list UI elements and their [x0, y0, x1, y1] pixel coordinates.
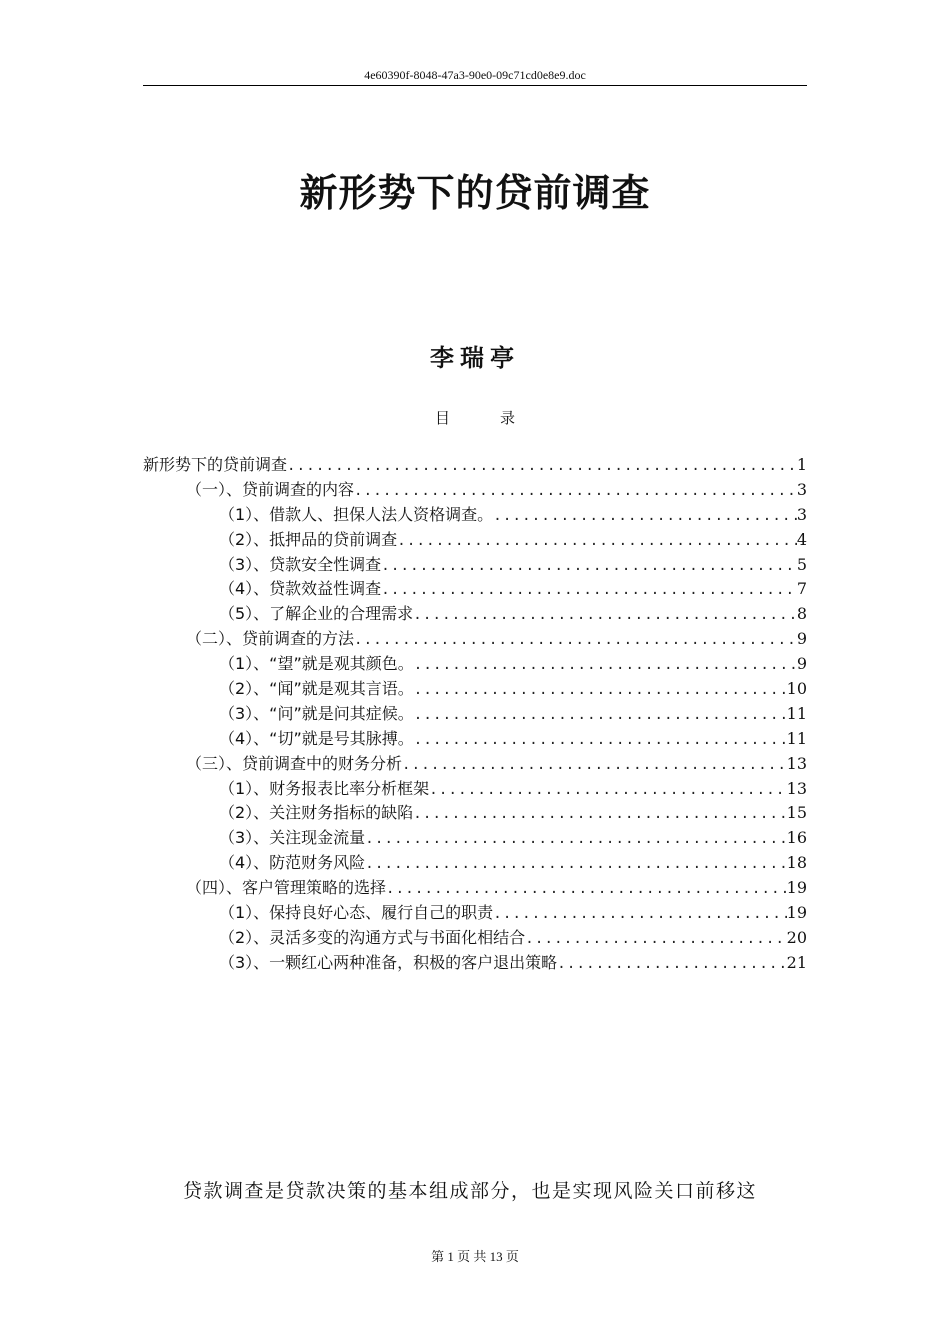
toc-entry-page: 4 — [796, 529, 807, 549]
toc-entry-label: （1）、“望”就是观其颜色。 — [219, 654, 414, 674]
toc-entry[interactable] — [143, 801, 807, 826]
toc-entry-label: （1）、保持良好心态、履行自己的职责 — [219, 903, 494, 923]
toc-entry[interactable] — [143, 627, 807, 652]
toc-entry[interactable] — [143, 951, 807, 976]
toc-entry[interactable] — [143, 777, 807, 802]
table-of-contents — [143, 453, 807, 976]
toc-entry[interactable] — [143, 503, 807, 528]
toc-entry-page: 11 — [786, 703, 807, 723]
toc-entry-page: 9 — [796, 629, 807, 649]
toc-entry-page: 9 — [796, 654, 807, 674]
toc-leader-dots — [413, 802, 786, 827]
toc-entry[interactable] — [143, 453, 807, 478]
toc-leader-dots — [525, 927, 786, 952]
toc-leader-dots — [402, 753, 787, 778]
toc-entry[interactable] — [143, 702, 807, 727]
document-author: 李瑞亭 — [430, 343, 520, 372]
toc-leader-dots — [413, 603, 797, 628]
toc-entry[interactable] — [143, 677, 807, 702]
toc-entry-label: （四）、客户管理策略的选择 — [186, 878, 387, 898]
toc-entry-page: 18 — [786, 853, 807, 873]
toc-leader-dots — [354, 479, 797, 504]
toc-entry-label: （3）、关注现金流量 — [219, 828, 366, 848]
toc-leader-dots — [493, 504, 797, 529]
toc-entry-page: 8 — [796, 604, 807, 624]
toc-entry-label: （二）、贷前调查的方法 — [186, 629, 355, 649]
toc-leader-dots — [381, 578, 797, 603]
toc-entry-label: （3）、一颗红心两种准备，积极的客户退出策略 — [219, 952, 558, 972]
toc-entry[interactable] — [143, 553, 807, 578]
toc-entry-page: 19 — [786, 878, 807, 898]
toc-entry-page: 13 — [786, 753, 807, 773]
toc-entry-label: （2）、灵活多变的沟通方式与书面化相结合 — [219, 927, 526, 947]
document-title: 新形势下的贷前调查 — [299, 171, 651, 215]
toc-entry-label: （三）、贷前调查中的财务分析 — [186, 753, 403, 773]
toc-entry-page: 16 — [786, 828, 807, 848]
footer-page-info: 第 1 页 共 13 页 — [431, 1249, 519, 1264]
toc-leader-dots — [414, 678, 787, 703]
toc-entry-label: （1）、借款人、担保人法人资格调查。 — [219, 504, 494, 524]
toc-leader-dots — [414, 728, 787, 753]
toc-entry-label: （5）、了解企业的合理需求 — [219, 604, 414, 624]
toc-entry[interactable] — [143, 652, 807, 677]
toc-entry-page: 7 — [796, 579, 807, 599]
toc-leader-dots — [557, 952, 786, 977]
toc-leader-dots — [414, 703, 787, 728]
toc-entry[interactable] — [143, 528, 807, 553]
toc-entry[interactable] — [143, 876, 807, 901]
toc-entry[interactable] — [143, 727, 807, 752]
toc-entry[interactable] — [143, 851, 807, 876]
toc-entry-label: （3）、贷款安全性调查 — [219, 554, 382, 574]
toc-leader-dots — [386, 877, 787, 902]
toc-entry-label: （1）、财务报表比率分析框架 — [219, 778, 430, 798]
toc-entry-label: （4）、防范财务风险 — [219, 853, 366, 873]
toc-entry-page: 21 — [786, 952, 807, 972]
toc-entry[interactable] — [143, 602, 807, 627]
toc-leader-dots — [354, 628, 797, 653]
toc-entry-label: 新形势下的贷前调查 — [143, 455, 288, 474]
toc-entry-label: （2）、抵押品的贷前调查 — [219, 529, 398, 549]
toc-entry-label: （3）、“问”就是问其症候。 — [219, 703, 414, 723]
toc-entry-label: （2）、“闻”就是观其言语。 — [219, 679, 414, 699]
toc-entry-page: 13 — [786, 778, 807, 798]
toc-leader-dots — [365, 827, 786, 852]
toc-leader-dots — [414, 653, 797, 678]
toc-entry-page: 1 — [796, 455, 807, 474]
toc-entry-label: （2）、关注财务指标的缺陷 — [219, 803, 414, 823]
header-divider — [143, 85, 807, 86]
toc-entry[interactable] — [143, 752, 807, 777]
toc-entry[interactable] — [143, 478, 807, 503]
toc-leader-dots — [287, 454, 797, 479]
toc-entry[interactable] — [143, 901, 807, 926]
toc-entry[interactable] — [143, 926, 807, 951]
toc-entry-page: 10 — [786, 679, 807, 699]
header-filename: 4e60390f-8048-47a3-90e0-09c71cd0e8e9.doc — [364, 68, 586, 82]
toc-leader-dots — [397, 529, 797, 554]
toc-entry-page: 19 — [786, 903, 807, 923]
toc-leader-dots — [381, 554, 797, 579]
toc-entry-page: 3 — [796, 479, 807, 499]
toc-entry[interactable] — [143, 577, 807, 602]
toc-leader-dots — [429, 778, 786, 803]
toc-leader-dots — [493, 902, 786, 927]
toc-entry-page: 5 — [796, 554, 807, 574]
toc-entry-page: 15 — [786, 803, 807, 823]
toc-entry-label: （4）、“切”就是号其脉搏。 — [219, 728, 414, 748]
toc-entry-page: 11 — [786, 728, 807, 748]
toc-entry-page: 20 — [786, 927, 807, 947]
toc-entry-label: （一）、贷前调查的内容 — [186, 479, 355, 499]
toc-entry-page: 3 — [796, 504, 807, 524]
toc-heading: 目录 — [434, 409, 565, 427]
toc-entry[interactable] — [143, 826, 807, 851]
body-paragraph: 贷款调查是贷款决策的基本组成部分，也是实现风险关口前移这 — [183, 1180, 758, 1202]
toc-entry-label: （4）、贷款效益性调查 — [219, 579, 382, 599]
toc-leader-dots — [365, 852, 786, 877]
